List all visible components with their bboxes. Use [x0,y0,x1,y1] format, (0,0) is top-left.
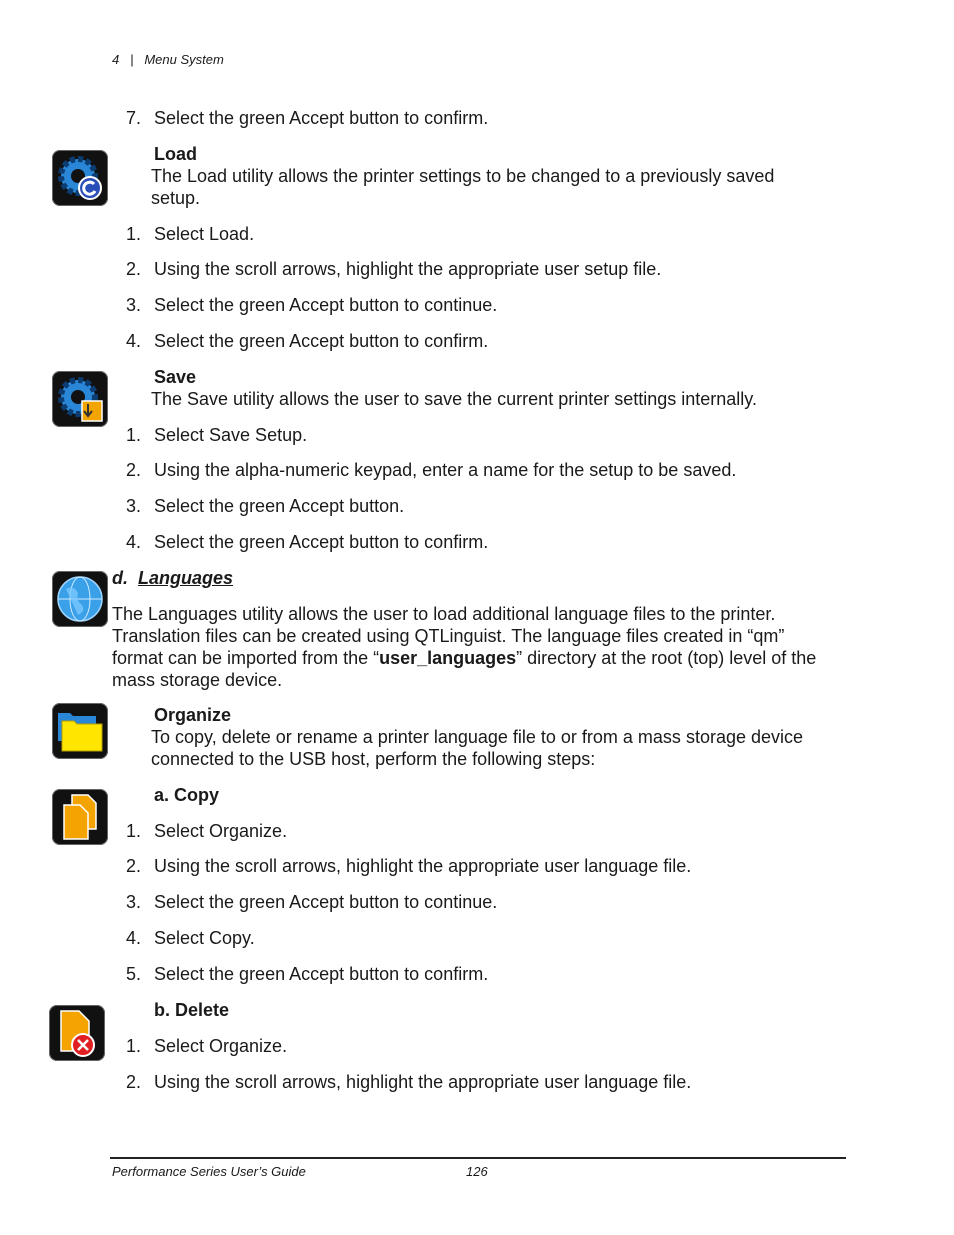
step-text: Using the scroll arrows, highlight the appropriate user setup file. [154,259,662,279]
footer-page-number: 126 [466,1164,488,1179]
step-number: 1. [126,1036,142,1056]
step-text: Select Organize. [154,1036,288,1056]
languages-line: mass storage device. [112,670,283,690]
languages-line [112,647,852,669]
step-text: Select the green Accept button to confirm. [154,108,489,128]
delete-file-icon [49,1005,105,1061]
languages-title: Languages [138,568,234,588]
step-number: 1. [126,821,142,841]
globe-icon [52,571,108,627]
languages-paragraph [112,603,852,691]
step-text: Select Organize. [154,821,288,841]
languages-line: The Languages utility allows the user to load additional language files to the printer. [112,604,776,624]
step-text: Using the scroll arrows, highlight the appropriate user language file. [154,1072,692,1092]
step-text: Using the alpha-numeric keypad, enter a name for the setup to be saved. [154,460,737,480]
step-number: 1. [126,425,142,445]
load-title: Load [154,144,197,164]
step-text: Select the green Accept button to confirm. [154,532,489,552]
gear-load-icon [52,150,108,206]
step-number: 4. [126,928,142,948]
footer-guide-title: Performance Series User’s Guide [112,1164,306,1179]
delete-title: b. Delete [154,1000,230,1020]
step-number: 3. [126,892,142,912]
organize-desc-line: connected to the USB host, perform the following steps: [151,749,596,769]
footer-divider [110,1157,846,1159]
organize-description [151,726,851,770]
organize-desc-line: To copy, delete or rename a printer language file to or from a mass storage device [151,727,804,747]
load-desc-line: The Load utility allows the printer settings to be changed to a previously saved [151,166,775,186]
header-section: Menu System [144,52,224,67]
languages-line-text: format can be imported from the “ [112,648,380,668]
organize-title: Organize [154,705,232,725]
step-text: Select Load. [154,224,255,244]
step-number: 2. [126,856,142,876]
step-number: 3. [126,295,142,315]
user-languages-dir: user_languages [379,648,517,668]
step-text: Select the green Accept button to continue. [154,295,498,315]
header-separator: | [130,52,134,67]
step-text: Select Copy. [154,928,255,948]
languages-letter: d. [112,568,128,588]
header-page-prefix: 4 [112,52,120,67]
gear-save-icon [52,371,108,427]
step-text: Select the green Accept button to confirm. [154,964,489,984]
step-number: 2. [126,1072,142,1092]
save-description: The Save utility allows the user to save the current printer settings internally. [151,389,757,409]
page-header [112,52,224,67]
step-text: Select the green Accept button to confirm. [154,331,489,351]
step-number: 1. [126,224,142,244]
step-number: 4. [126,532,142,552]
step-number: 4. [126,331,142,351]
step-number: 3. [126,496,142,516]
languages-heading [112,567,233,589]
folders-icon [52,703,108,759]
load-description [151,165,851,209]
step-text: Select the green Accept button. [154,496,405,516]
step-number: 5. [126,964,142,984]
step-text: Select the green Accept button to continue. [154,892,498,912]
languages-line-text: ” directory at the root (top) level of the [516,648,817,668]
languages-line: Translation files can be created using QTLinguist. The language files created in “qm” [112,626,785,646]
step-text: Using the scroll arrows, highlight the appropriate user language file. [154,856,692,876]
step-number: 7. [126,108,142,128]
save-title: Save [154,367,197,387]
step-number: 2. [126,259,142,279]
copy-files-icon [52,789,108,845]
copy-title: a. Copy [154,785,220,805]
step-number: 2. [126,460,142,480]
step-text: Select Save Setup. [154,425,308,445]
load-desc-line: setup. [151,188,201,208]
